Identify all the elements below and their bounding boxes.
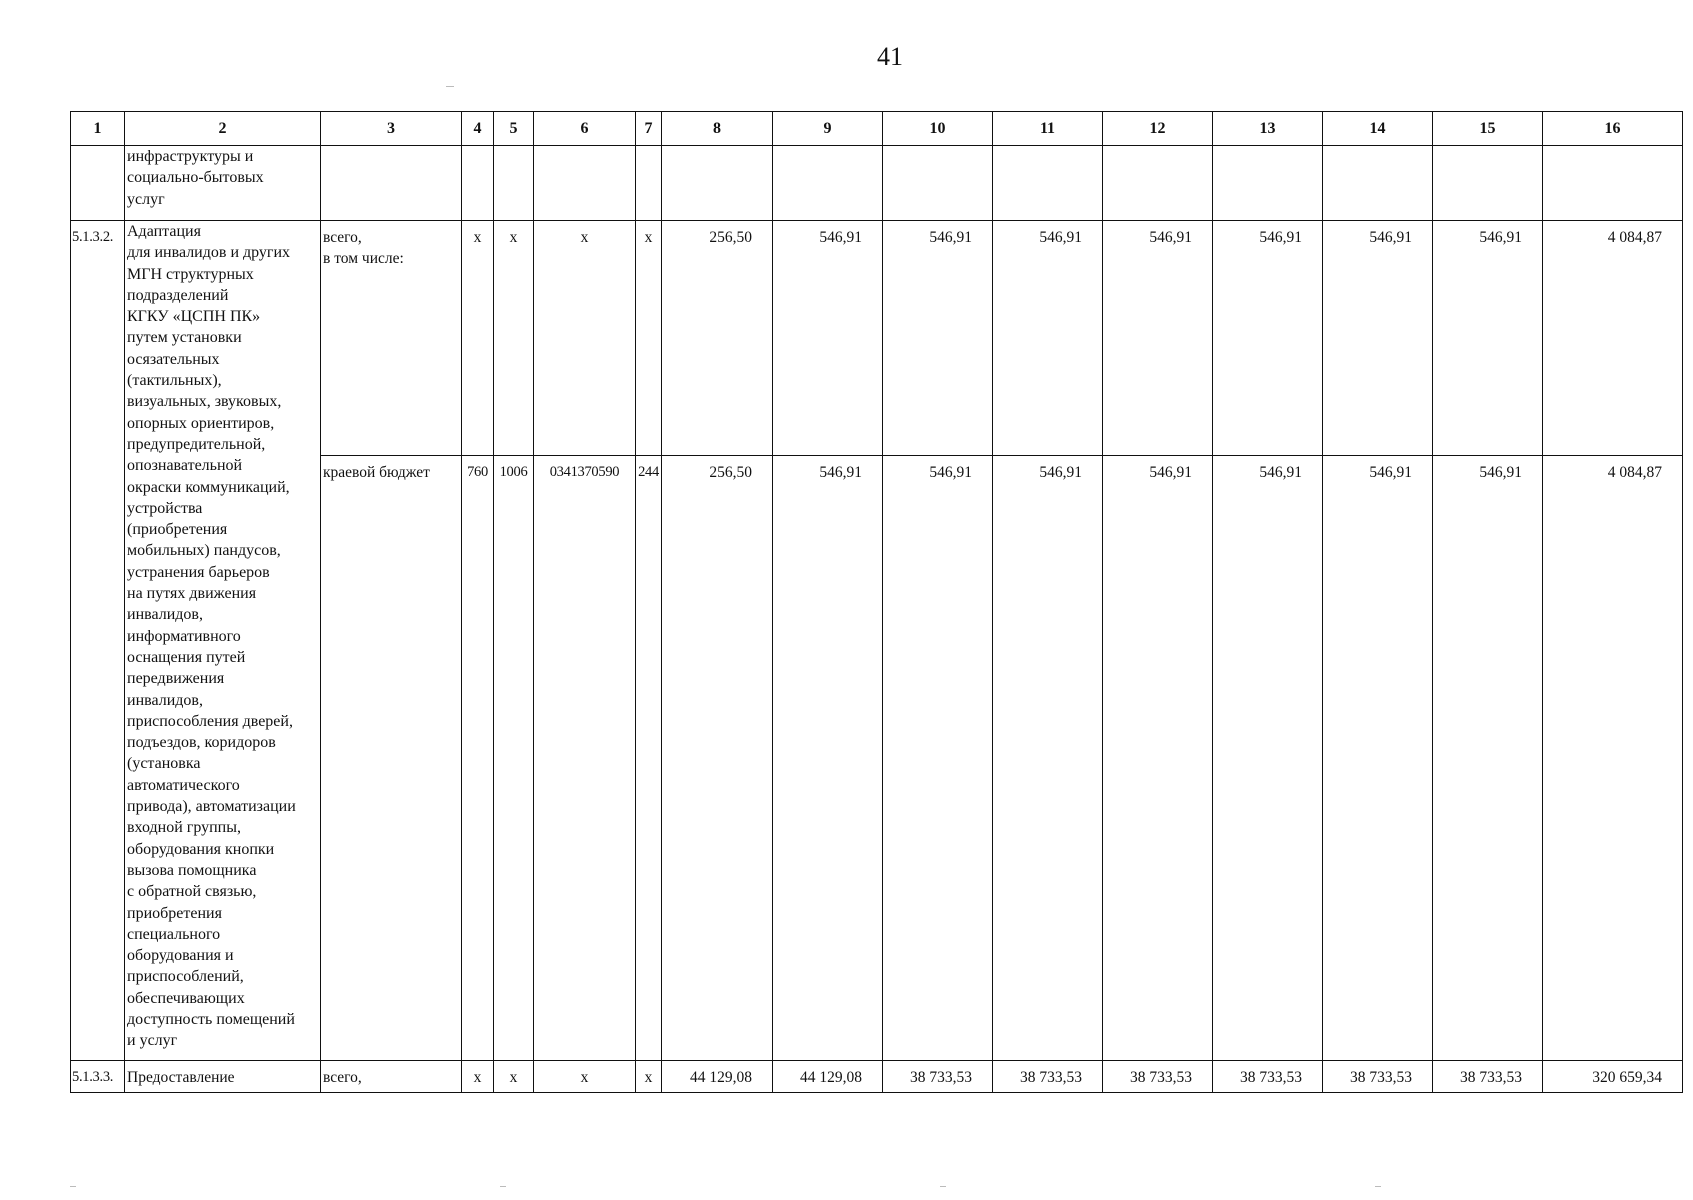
cell-c4: x xyxy=(462,221,494,456)
cell-c7: x xyxy=(636,221,662,456)
scan-artifact xyxy=(500,1186,506,1187)
funding-source: всего, в том числе: xyxy=(321,221,462,456)
value-cell: 546,91 xyxy=(773,221,883,456)
cell-c6: x xyxy=(534,221,636,456)
funding-source: всего, xyxy=(321,1061,462,1093)
value-cell: 44 129,08 xyxy=(662,1061,773,1093)
header-cell: 2 xyxy=(125,112,321,146)
value-cell: 38 733,53 xyxy=(1323,1061,1433,1093)
header-cell: 7 xyxy=(636,112,662,146)
header-cell: 4 xyxy=(462,112,494,146)
scan-artifact xyxy=(940,1186,946,1187)
item-code: 5.1.3.3. xyxy=(71,1061,125,1093)
cell-c6: x xyxy=(534,1061,636,1093)
scan-artifact xyxy=(1375,1186,1381,1187)
funding-source: краевой бюджет xyxy=(321,456,462,1061)
header-cell: 15 xyxy=(1433,112,1543,146)
header-cell: 5 xyxy=(494,112,534,146)
value-cell: 546,91 xyxy=(883,456,993,1061)
header-cell: 6 xyxy=(534,112,636,146)
value-cell: 320 659,34 xyxy=(1543,1061,1683,1093)
value-cell: 546,91 xyxy=(1323,221,1433,456)
value-cell: 546,91 xyxy=(1433,456,1543,1061)
cell-c5: x xyxy=(494,221,534,456)
value-cell: 256,50 xyxy=(662,221,773,456)
table-row-5133 xyxy=(71,1061,1683,1093)
value-cell: 546,91 xyxy=(1323,456,1433,1061)
value-cell: 38 733,53 xyxy=(1433,1061,1543,1093)
header-row xyxy=(71,112,1683,146)
cell-c6: 0341370590 xyxy=(534,456,636,1061)
item-code: 5.1.3.2. xyxy=(71,221,125,1061)
value-cell: 256,50 xyxy=(662,456,773,1061)
scan-artifact xyxy=(70,1186,76,1187)
cell-c5: 1006 xyxy=(494,456,534,1061)
value-cell: 546,91 xyxy=(883,221,993,456)
value-cell: 38 733,53 xyxy=(993,1061,1103,1093)
table-row-5132-total xyxy=(71,221,1683,456)
value-cell: 4 084,87 xyxy=(1543,456,1683,1061)
cell-c4: 760 xyxy=(462,456,494,1061)
continuation-description: инфраструктуры и социально-бытовых услуг xyxy=(125,146,321,221)
cell-c5: x xyxy=(494,1061,534,1093)
budget-table xyxy=(70,111,1683,1093)
header-cell: 16 xyxy=(1543,112,1683,146)
header-cell: 3 xyxy=(321,112,462,146)
value-cell: 546,91 xyxy=(1103,456,1213,1061)
value-cell: 546,91 xyxy=(1103,221,1213,456)
value-cell: 38 733,53 xyxy=(883,1061,993,1093)
scan-artifact xyxy=(446,86,454,87)
item-description: Предоставление xyxy=(125,1061,321,1093)
header-cell: 11 xyxy=(993,112,1103,146)
value-cell: 546,91 xyxy=(1213,456,1323,1061)
value-cell: 546,91 xyxy=(993,456,1103,1061)
value-cell: 546,91 xyxy=(993,221,1103,456)
header-cell: 1 xyxy=(71,112,125,146)
header-cell: 12 xyxy=(1103,112,1213,146)
header-cell: 14 xyxy=(1323,112,1433,146)
value-cell: 38 733,53 xyxy=(1213,1061,1323,1093)
cell-c7: 244 xyxy=(636,456,662,1061)
value-cell: 546,91 xyxy=(773,456,883,1061)
cell-c7: x xyxy=(636,1061,662,1093)
header-cell: 8 xyxy=(662,112,773,146)
value-cell: 38 733,53 xyxy=(1103,1061,1213,1093)
value-cell: 44 129,08 xyxy=(773,1061,883,1093)
item-description: Адаптация для инвалидов и других МГН структурных подразделений КГКУ «ЦСПН ПК» путем установки осязательных (тактильных), визуальных, звуковых, опорных ориентиров, предупредительной, опознавательной окраски коммуникаций, устройства (приобретения мобильных) пандусов, устранения барьеров на путях движения инвалидов, информативного оснащения путей передвижения инвалидов, приспособления дверей, подъездов, коридоров (установка автоматического привода), автоматизации входной группы, оборудования кнопки вызова помощника с обратной связью, приобретения специального оборудования и приспособлений, обеспечивающих доступность помещений и услуг xyxy=(125,221,321,1061)
header-cell: 13 xyxy=(1213,112,1323,146)
value-cell: 4 084,87 xyxy=(1543,221,1683,456)
cell-c4: x xyxy=(462,1061,494,1093)
value-cell: 546,91 xyxy=(1433,221,1543,456)
page-number: 41 xyxy=(877,42,903,71)
header-cell: 10 xyxy=(883,112,993,146)
value-cell: 546,91 xyxy=(1213,221,1323,456)
header-cell: 9 xyxy=(773,112,883,146)
continuation-row xyxy=(71,146,1683,221)
